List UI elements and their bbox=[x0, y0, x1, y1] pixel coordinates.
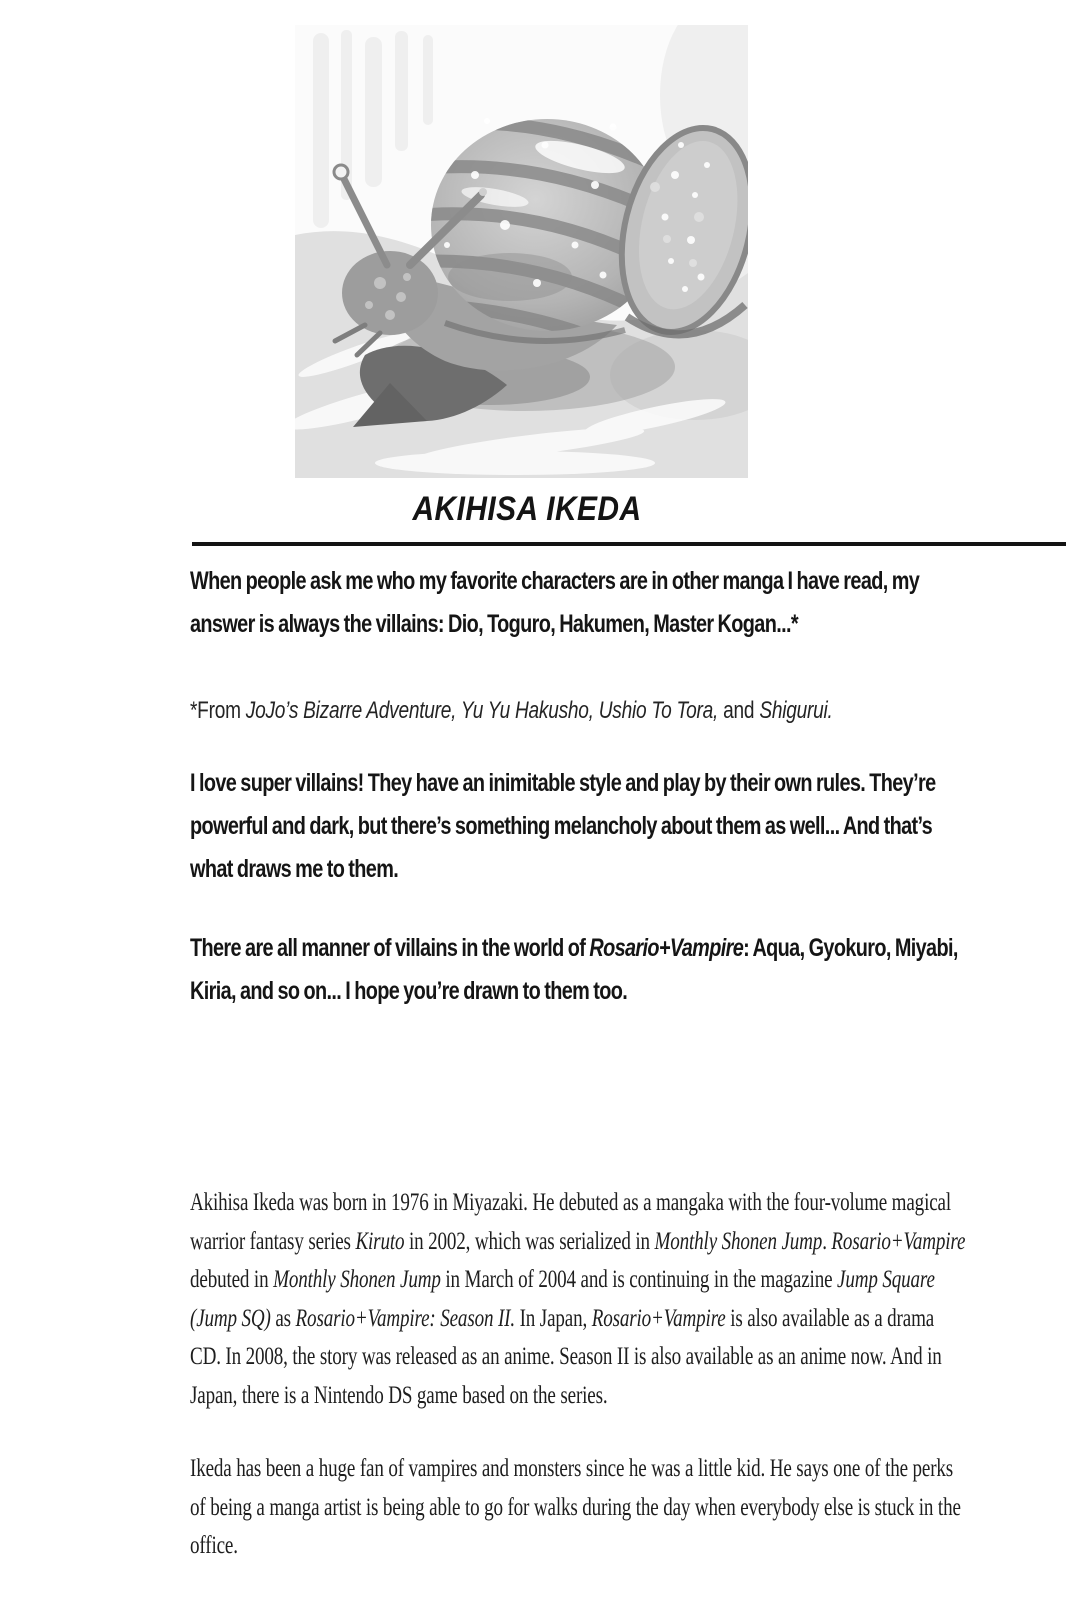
text-segment: Rosario+Vampire bbox=[831, 1227, 966, 1255]
text-segment: in March of 2004 and is continuing in the magazine bbox=[440, 1266, 838, 1293]
text-segment: Jump Square (Jump SQ) bbox=[190, 1266, 935, 1332]
text-segment: . bbox=[822, 1227, 832, 1255]
text-segment: There are all manner of villains in the world of bbox=[190, 934, 590, 962]
quote-paragraph-2: I love super villains! They have an inimitable style and play by their own rules. They’re powerful and dark, but there’s something melancholy about them as well... And that’s what draws me to them. bbox=[190, 769, 936, 883]
text-segment: Akihisa Ikeda was born in 1976 in Miyazaki. He debuted as a mangaka with the four-volume magical warrior fantasy series bbox=[190, 1189, 951, 1255]
text-segment: in 2002, which was serialized in bbox=[404, 1227, 655, 1255]
text-segment: Shigurui. bbox=[759, 697, 833, 724]
text-segment: In Japan, bbox=[514, 1304, 592, 1332]
author-name: AKIHISA IKEDA bbox=[412, 490, 642, 528]
text-segment: Monthly Shonen Jump bbox=[654, 1227, 823, 1255]
text-segment: is also available as a drama CD. In 2008, the story was released as an anime. Season II is also available as an anime now. And in Japan, there is a Nintendo DS game based on the series. bbox=[190, 1304, 942, 1409]
footnote bbox=[190, 695, 973, 727]
snail-illustration-art bbox=[295, 25, 748, 478]
text-segment: as bbox=[270, 1304, 296, 1332]
bio-paragraph-2: Ikeda has been a huge fan of vampires and monsters since he was a little kid. He says one of the perks of being a manga artist is being able to go for walks during the day when everybody else is stuck in the office. bbox=[190, 1455, 961, 1559]
text-segment: Rosario+Vampire bbox=[589, 934, 744, 962]
quote-paragraph-1: When people ask me who my favorite characters are in other manga I have read, my answer is always the villains: Dio, Toguro, Hakumen, Master Kogan...* bbox=[190, 567, 920, 638]
text-segment: : Aqua, Gyokuro, Miyabi, Kiria, and so on... I hope you’re drawn to them too. bbox=[190, 934, 958, 1005]
divider-rule bbox=[192, 542, 1066, 546]
text-segment: and bbox=[718, 697, 760, 724]
text-segment: Monthly Shonen Jump bbox=[273, 1266, 441, 1293]
text-segment: Rosario+Vampire: Season II. bbox=[295, 1304, 515, 1332]
text-segment: Kiruto bbox=[355, 1227, 405, 1255]
bio-paragraph-1 bbox=[190, 1184, 968, 1415]
quote-paragraph-3 bbox=[190, 927, 973, 1013]
text-segment: Rosario+Vampire bbox=[591, 1304, 726, 1332]
snail-illustration bbox=[295, 25, 748, 478]
text-segment: JoJo’s Bizarre Adventure, Yu Yu Hakusho, Ushio To Tora, bbox=[245, 697, 719, 724]
text-segment: *From bbox=[190, 697, 246, 724]
text-segment: debuted in bbox=[190, 1266, 274, 1293]
